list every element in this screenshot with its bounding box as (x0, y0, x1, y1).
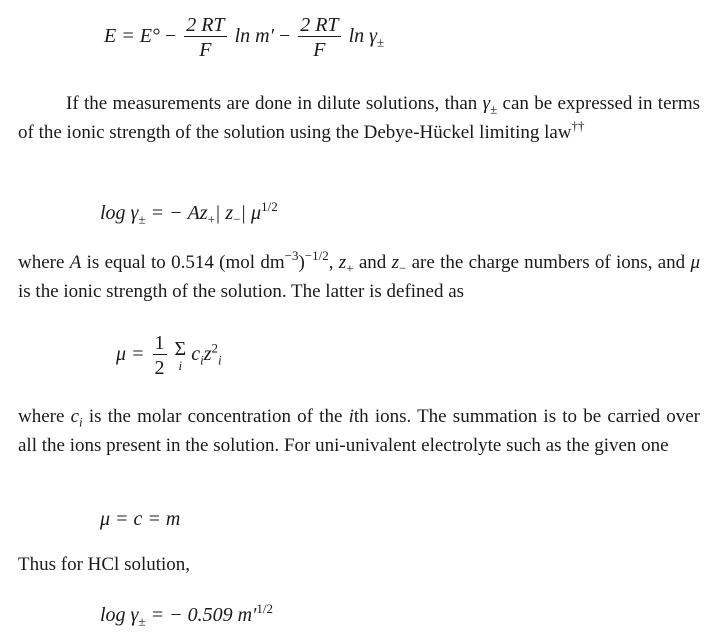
para3-t2: is the molar concentration of the (82, 406, 349, 427)
eq1-frac1-den: F (184, 36, 226, 61)
paragraph-hcl (18, 550, 700, 579)
eq1-term2: ln γ (348, 25, 377, 48)
eq3-z-sub: i (218, 352, 222, 368)
equation-mu-equals-m (100, 508, 180, 531)
para2-t5: and (353, 252, 392, 273)
eq4-text: μ = c = m (100, 508, 181, 530)
eq1-term1: ln m′ (234, 25, 274, 48)
eq5-b: = − 0.509 m′ (145, 604, 257, 626)
para1-gamma-sub: ± (490, 101, 498, 117)
eq3-half-num: 1 (154, 332, 165, 354)
eq1-frac2-den: F (298, 36, 340, 61)
eq1-minus2: − (278, 25, 291, 48)
para2-t1: where (18, 252, 70, 273)
para1-dagger: †† (571, 118, 585, 134)
para2-mu: μ (690, 252, 701, 273)
para2-t4: , (328, 252, 339, 273)
para2-z1-sub: + (346, 260, 354, 276)
eq1-fraction1 (184, 14, 226, 61)
eq3-z-sup: 2 (211, 340, 218, 356)
para3-ith: i (348, 406, 354, 427)
para2-z2-sub: − (398, 260, 407, 276)
para2-z2: z (391, 252, 399, 273)
eq5-b-sup: 1/2 (256, 601, 274, 617)
para3-t1: where (18, 406, 71, 427)
para2-t2: is equal to 0.514 (mol dm (81, 252, 285, 273)
eq3-half (153, 332, 167, 379)
eq1-minus1: − (164, 25, 177, 48)
eq2-c-sub: − (233, 211, 241, 227)
equation-debye-huckel (100, 199, 278, 227)
para2-A: A (69, 252, 82, 273)
para2-t3-sup: −1/2 (304, 248, 329, 264)
paragraph-constant-definition (18, 248, 700, 306)
para2-z1: z (338, 252, 347, 273)
para2-t6: are the charge numbers of ions, and (406, 252, 691, 273)
eq2-b: = − Az (145, 202, 208, 224)
para2-t3: ) (298, 252, 305, 273)
eq3-c: c (191, 343, 201, 366)
para1-text-b: can be expressed in terms of the ionic strength of the solution using the Debye-Hückel limiting law (18, 93, 701, 143)
eq3-sigma: Σ (174, 338, 187, 360)
eq3-half-den: 2 (153, 354, 167, 379)
para3-t3: th ions. The summation is to be carried over all the ions present in the solution. For uni-univalent electrolyte such as the given one (18, 406, 701, 456)
eq5-a: log γ (100, 604, 139, 626)
eq1-term2-sub: ± (377, 34, 385, 50)
equation-nernst (104, 14, 384, 61)
eq2-a-sub: ± (138, 211, 146, 227)
eq3-summation (175, 339, 187, 372)
para2-t2-sup: −3 (284, 248, 299, 264)
eq3-lhs: μ = (116, 343, 145, 366)
para3-ci-sub: i (79, 414, 83, 430)
para3-ci: c (70, 406, 80, 427)
eq1-frac1-num: 2 RT (186, 14, 225, 36)
equation-hcl-log-gamma (100, 601, 274, 629)
eq1-fraction2 (298, 14, 340, 61)
para4-text: Thus for HCl solution, (18, 554, 191, 575)
eq2-c: | z (214, 202, 234, 224)
eq2-d-sup: 1/2 (261, 199, 278, 215)
eq2-a: log γ (100, 202, 139, 224)
eq2-b-sub: + (207, 211, 215, 227)
eq5-a-sub: ± (138, 613, 146, 629)
equation-ionic-strength (116, 332, 222, 379)
paragraph-summation-explanation (18, 402, 700, 460)
paragraph-debye-huckel-intro (18, 89, 700, 147)
eq3-c-sub: i (200, 352, 204, 368)
eq1-lhs: E = E° (104, 25, 160, 48)
eq2-d: | μ (240, 202, 262, 224)
eq3-sigma-index: i (178, 358, 183, 373)
para1-gamma: γ (482, 93, 491, 114)
eq1-frac2-num: 2 RT (300, 14, 339, 36)
para1-text-a: If the measurements are done in dilute solutions, than (66, 93, 483, 114)
eq3-z: z (203, 343, 212, 366)
para2-t7: is the ionic strength of the solution. The latter is defined as (18, 281, 465, 302)
